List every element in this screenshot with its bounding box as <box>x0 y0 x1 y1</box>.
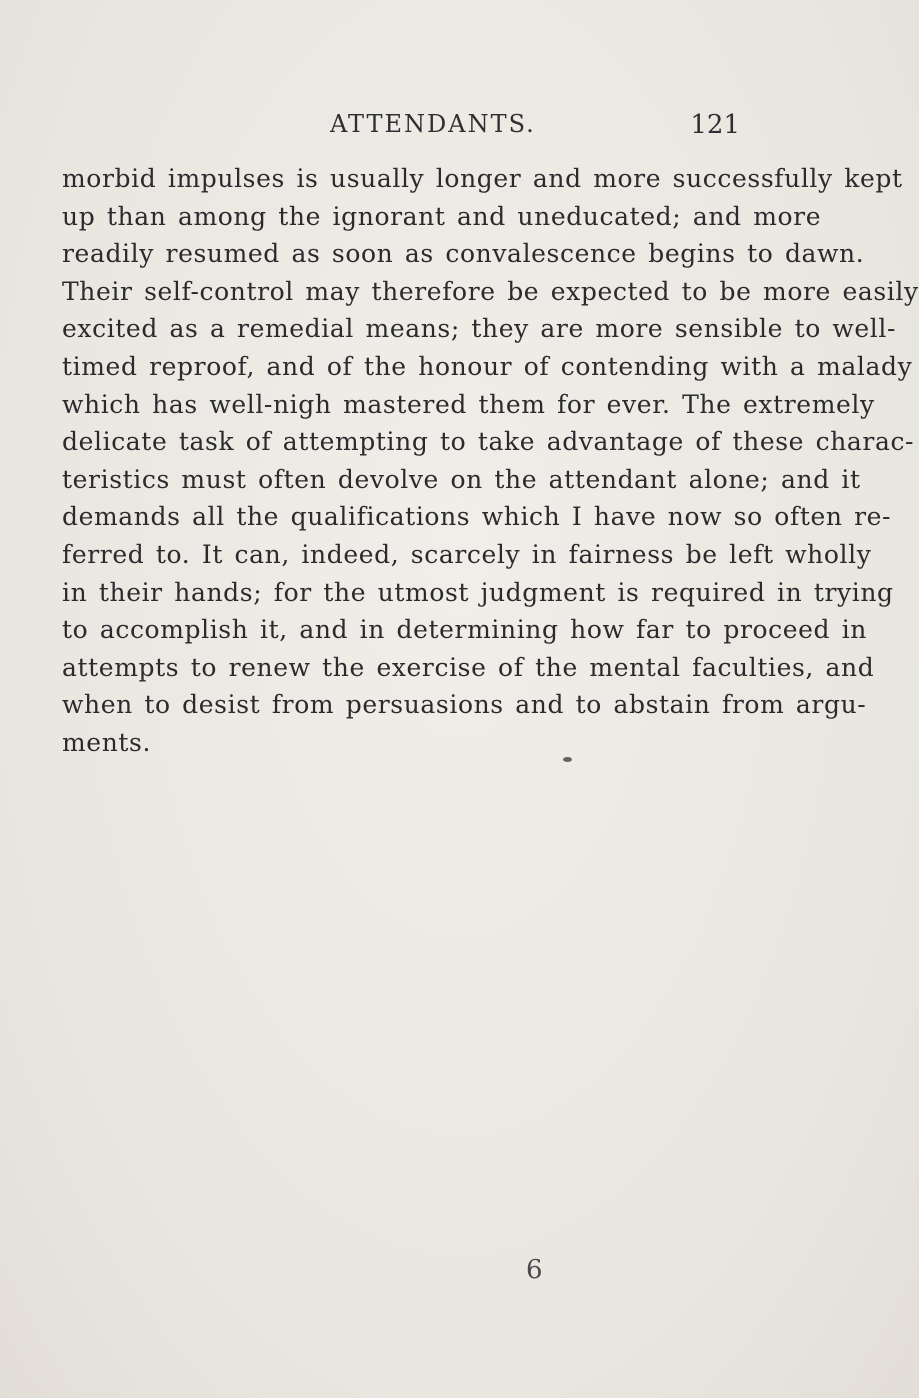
text-line: demands all the qualifications which I have now so often re- <box>62 502 892 532</box>
text-line: Their self-control may therefore be expected to be more easily <box>62 276 919 306</box>
text-line: timed reproof, and of the honour of contending with a malady <box>62 351 913 381</box>
body-text <box>62 160 919 762</box>
text-line: when to desist from persuasions and to abstain from argu- <box>62 690 867 720</box>
ink-speck <box>563 757 572 762</box>
text-line: teristics must often devolve on the attendant alone; and it <box>62 464 861 494</box>
text-line: ferred to. It can, indeed, scarcely in fairness be left wholly <box>62 539 872 569</box>
signature-mark: 6 <box>526 1255 543 1285</box>
text-line: in their hands; for the utmost judgment is required in trying <box>62 577 894 607</box>
text-line-last: ments. <box>62 727 152 757</box>
running-title: ATTENDANTS. <box>330 110 536 138</box>
text-line: readily resumed as soon as convalescence begins to dawn. <box>62 239 865 269</box>
page-number: 121 <box>690 110 740 140</box>
text-line: attempts to renew the exercise of the mental faculties, and <box>62 652 875 682</box>
text-line: which has well-nigh mastered them for ever. The extremely <box>62 389 875 419</box>
text-line: to accomplish it, and in determining how far to proceed in <box>62 615 867 645</box>
text-line: excited as a remedial means; they are more sensible to well- <box>62 314 897 344</box>
text-line: morbid impulses is usually longer and more successfully kept <box>62 164 903 193</box>
text-line: up than among the ignorant and uneducated; and more <box>62 201 822 231</box>
text-line: delicate task of attempting to take advantage of these charac- <box>62 427 915 457</box>
running-head <box>60 110 740 150</box>
